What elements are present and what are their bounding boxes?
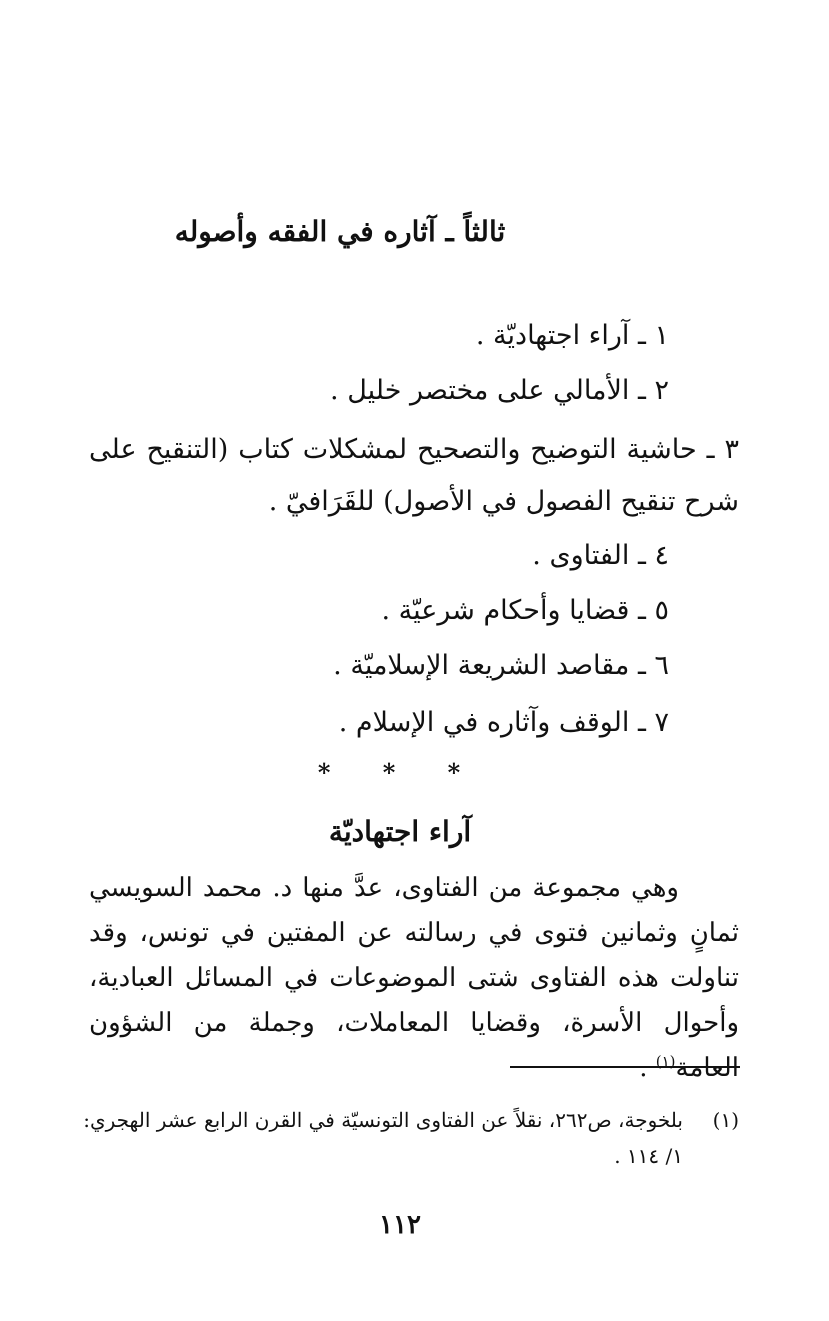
list-item: ٦ ـ مقاصد الشريعة الإسلاميّة .: [333, 650, 669, 681]
list-item: ٤ ـ الفتاوى .: [532, 540, 669, 571]
page-number: ١١٢: [379, 1210, 421, 1240]
list-item: ٥ ـ قضايا وأحكام شرعيّة .: [381, 595, 669, 626]
footnote: [79, 1102, 739, 1174]
paragraph-end: .: [639, 1053, 656, 1083]
list-item: ٣ ـ حاشية التوضيح والتصحيح لمشكلات كتاب (التنقيح على شرح تنقيح الفصول في الأصول) للقَرَافيّ .: [89, 434, 739, 517]
list-item: ٧ ـ الوقف وآثاره في الإسلام .: [338, 707, 669, 738]
list-item: ١ ـ آراء اجتهاديّة .: [475, 320, 669, 351]
section-title: ثالثاً ـ آثاره في الفقه وأصوله: [174, 215, 506, 248]
body-paragraph: [89, 866, 739, 1091]
list-item: ٢ ـ الأمالي على مختصر خليل .: [330, 375, 669, 406]
section-separator: * * *: [317, 758, 483, 787]
footnote-divider: [510, 1066, 740, 1068]
footnote-marker: (١): [712, 1108, 739, 1132]
subsection-title: آراء اجتهاديّة: [328, 815, 472, 848]
footnote-text: بلخوجة، ص٢٦٢، نقلاً عن الفتاوى التونسيّة في القرن الرابع عشر الهجري:: [83, 1108, 683, 1132]
footnote-reference[interactable]: (١): [655, 1052, 676, 1071]
footnote-continuation: ١/ ١١٤ .: [614, 1144, 683, 1168]
paragraph-text: وهي مجموعة من الفتاوى، عدَّ منها د. محمد السويسي ثمانٍ وثمانين فتوى في رسالته عن المفتين في تونس، وقد تناولت هذه الفتاوى شتى الموضوعات في المسائل العبادية، وأحوال الأسرة، وقضايا المعاملات، وجملة من الشؤون العامة: [89, 873, 739, 1083]
